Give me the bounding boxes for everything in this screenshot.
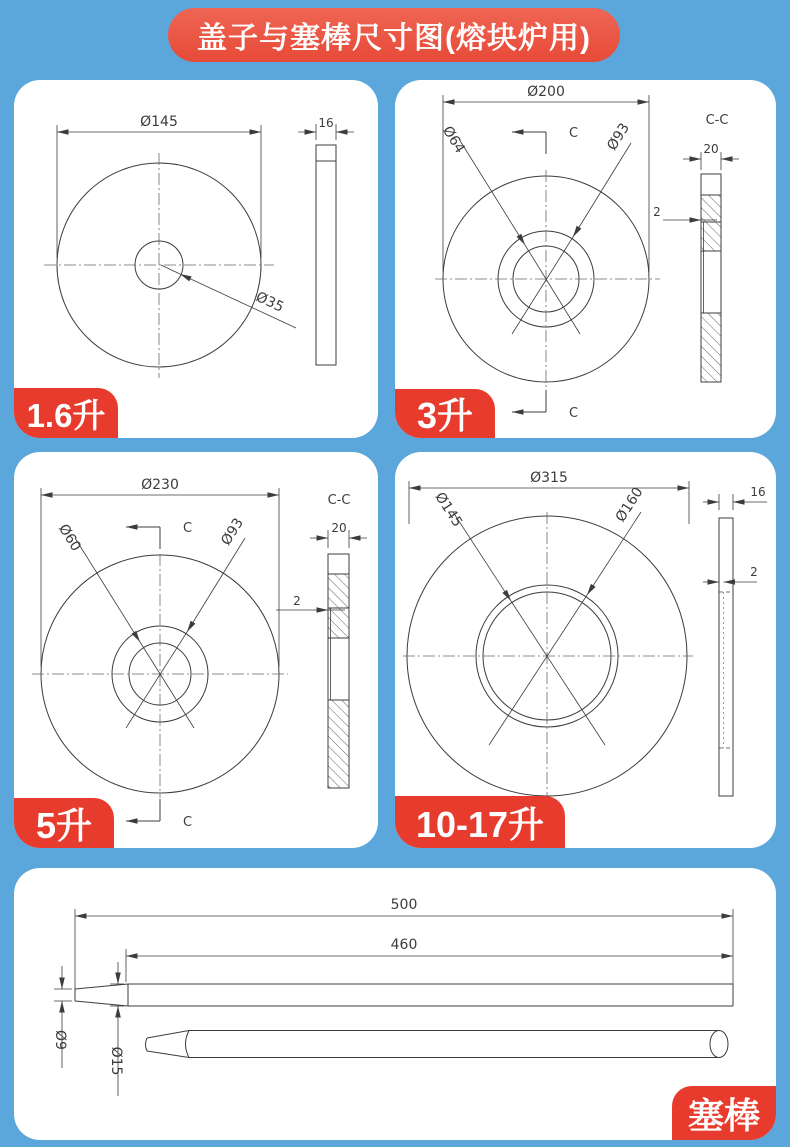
dim-outer-diameter: Ø200 <box>527 84 565 100</box>
badge-1-6l: 1.6升 <box>14 388 118 438</box>
panel-plug-rod <box>14 868 776 1140</box>
dim-hole-diameter: Ø60 <box>54 521 84 555</box>
drawing-plug-rod <box>14 868 776 1140</box>
panel-lid-5l <box>14 452 378 848</box>
badge-3l: 3升 <box>395 389 495 438</box>
section-label: C-C <box>327 493 351 508</box>
dim-outer-diameter: Ø315 <box>530 470 568 486</box>
badge-5l: 5升 <box>14 798 114 848</box>
dim-body-length: 460 <box>390 937 418 953</box>
drawing-lid-3l <box>395 80 776 438</box>
dim-overall-length: 500 <box>390 897 418 913</box>
section-marker-top: C <box>569 126 579 141</box>
dim-recess-diameter: Ø93 <box>218 515 248 549</box>
badge-plug-rod: 塞棒 <box>672 1086 776 1140</box>
dim-step: 2 <box>750 565 758 579</box>
drawing-lid-5l <box>14 452 378 848</box>
dim-thickness: 16 <box>750 485 766 499</box>
panel-lid-3l <box>395 80 776 438</box>
dim-step: 2 <box>653 205 661 219</box>
dim-recess-diameter: Ø93 <box>604 120 634 154</box>
dim-hole-diameter: Ø64 <box>438 123 468 157</box>
dim-tip-diameter: Ø9 <box>52 1030 68 1050</box>
panel-lid-1-6l <box>14 80 378 438</box>
dim-body-diameter: Ø15 <box>108 1046 124 1076</box>
drawing-lid-1-6l <box>14 80 378 438</box>
badge-10-17l: 10-17升 <box>395 796 565 848</box>
dim-recess-diameter: Ø160 <box>612 484 647 526</box>
section-marker-bottom: C <box>569 406 579 421</box>
dim-hole-diameter: Ø145 <box>431 489 466 531</box>
page-title: 盖子与塞棒尺寸图(熔块炉用) <box>168 8 620 62</box>
dim-outer-diameter: Ø230 <box>141 477 179 493</box>
drawing-lid-10-17l <box>395 452 776 848</box>
dim-thickness: 20 <box>703 142 719 156</box>
section-marker-bottom: C <box>183 815 193 830</box>
section-label: C-C <box>705 113 729 128</box>
dim-outer-diameter: Ø145 <box>140 114 178 130</box>
dim-thickness: 20 <box>331 521 347 535</box>
section-marker-top: C <box>183 521 193 536</box>
dim-hole-diameter: Ø35 <box>253 289 287 316</box>
panel-lid-10-17l <box>395 452 776 848</box>
dim-step: 2 <box>293 594 301 608</box>
dim-thickness: 16 <box>318 116 334 130</box>
